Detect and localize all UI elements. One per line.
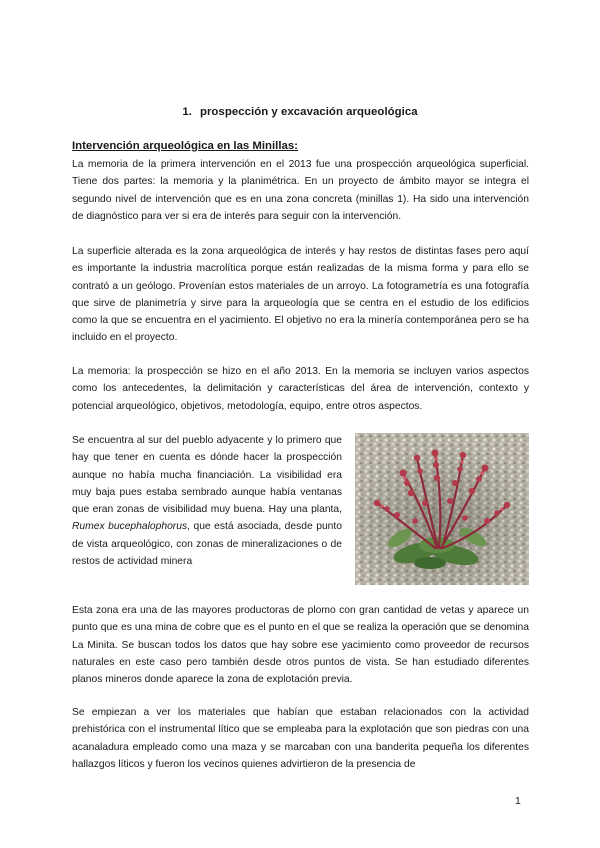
species-name: Rumex bucephalophorus [72, 521, 188, 533]
paragraph-1: La memoria de la primera intervención en el 2013 fue una prospección arqueológica superficial. Tiene dos partes: la memoria y la planimétrica. En un proyecto de ámbito mayor se integra el segundo nivel de intervención que es en una zona concreta (minillas 1). Ha sido una intervención de diagnóstico para ver si era de interés para seguir con la intervención. [72, 159, 529, 222]
paragraph-4-text-b: , que está asociada, desde punto de vista arqueológico, con zonas de mineralizaciones o de restos de actividad minera [72, 521, 342, 568]
section-subtitle: Intervención arqueológica en las Minillas: [72, 140, 298, 152]
paragraph-5: Esta zona era una de las mayores productoras de plomo con gran cantidad de vetas y aparece un punto que es una mina de cobre que es el punto en el que se realiza la operación que se denomina La Minita. Se buscan todos los datos que hay sobre ese yacimiento como proveedor de recursos naturales en este caso pero también desde otros puntos de vista. Se han estudiado diferentes planos mineros donde aparece la zona de explotación previa. [72, 605, 529, 686]
section-heading [0, 106, 600, 118]
heading-title: prospección y excavación arqueológica [199, 106, 418, 118]
paragraph-4-text-a: Se encuentra al sur del pueblo adyacente y lo primero que hay que tener en cuenta es dónde hacer la prospección aunque no había mucha financiación. La visibilidad era muy baja pues estaba sembrado aunque había ventanas que eran zonas de visibilidad muy buena. Hay una planta, [72, 435, 342, 516]
paragraph-4 [72, 432, 342, 570]
heading-number: 1. [182, 106, 192, 118]
paragraph-3: La memoria: la prospección se hizo en el año 2013. En la memoria se incluyen varios aspectos como los antecedentes, la delimitación y características del área de intervención, contexto y potencial arqueológico, objetivos, metodología, equipo, entre otros aspectos. [72, 366, 529, 412]
plant-photo [355, 433, 529, 585]
page-number: 1 [515, 795, 521, 807]
paragraph-6: Se empiezan a ver los materiales que habían que estaban relacionados con la actividad prehistórica con el instrumental lítico que se empleaba para la explotación que son piedras con una acanaladura empleado como una maza y se marcaban con una banderita pequeña los diferentes hallazgos líticos y fueron los vecinos quienes advirtieron de la presencia de [72, 707, 529, 770]
paragraph-2: La superficie alterada es la zona arqueológica de interés y hay restos de distintas fases pero aquí es importante la industria macrolítica porque están realizadas de la misma forma y para ello se contrató a un geólogo. Provenían estos materiales de un arroyo. La fotogrametría es una fotografía que sirve de planimetría y sirve para la arqueología que se centra en el estudio de los edificios como la que se encuentra en el yacimiento. El objetivo no era la minería contemporánea pero se ha incluido en el proyecto. [72, 246, 529, 344]
